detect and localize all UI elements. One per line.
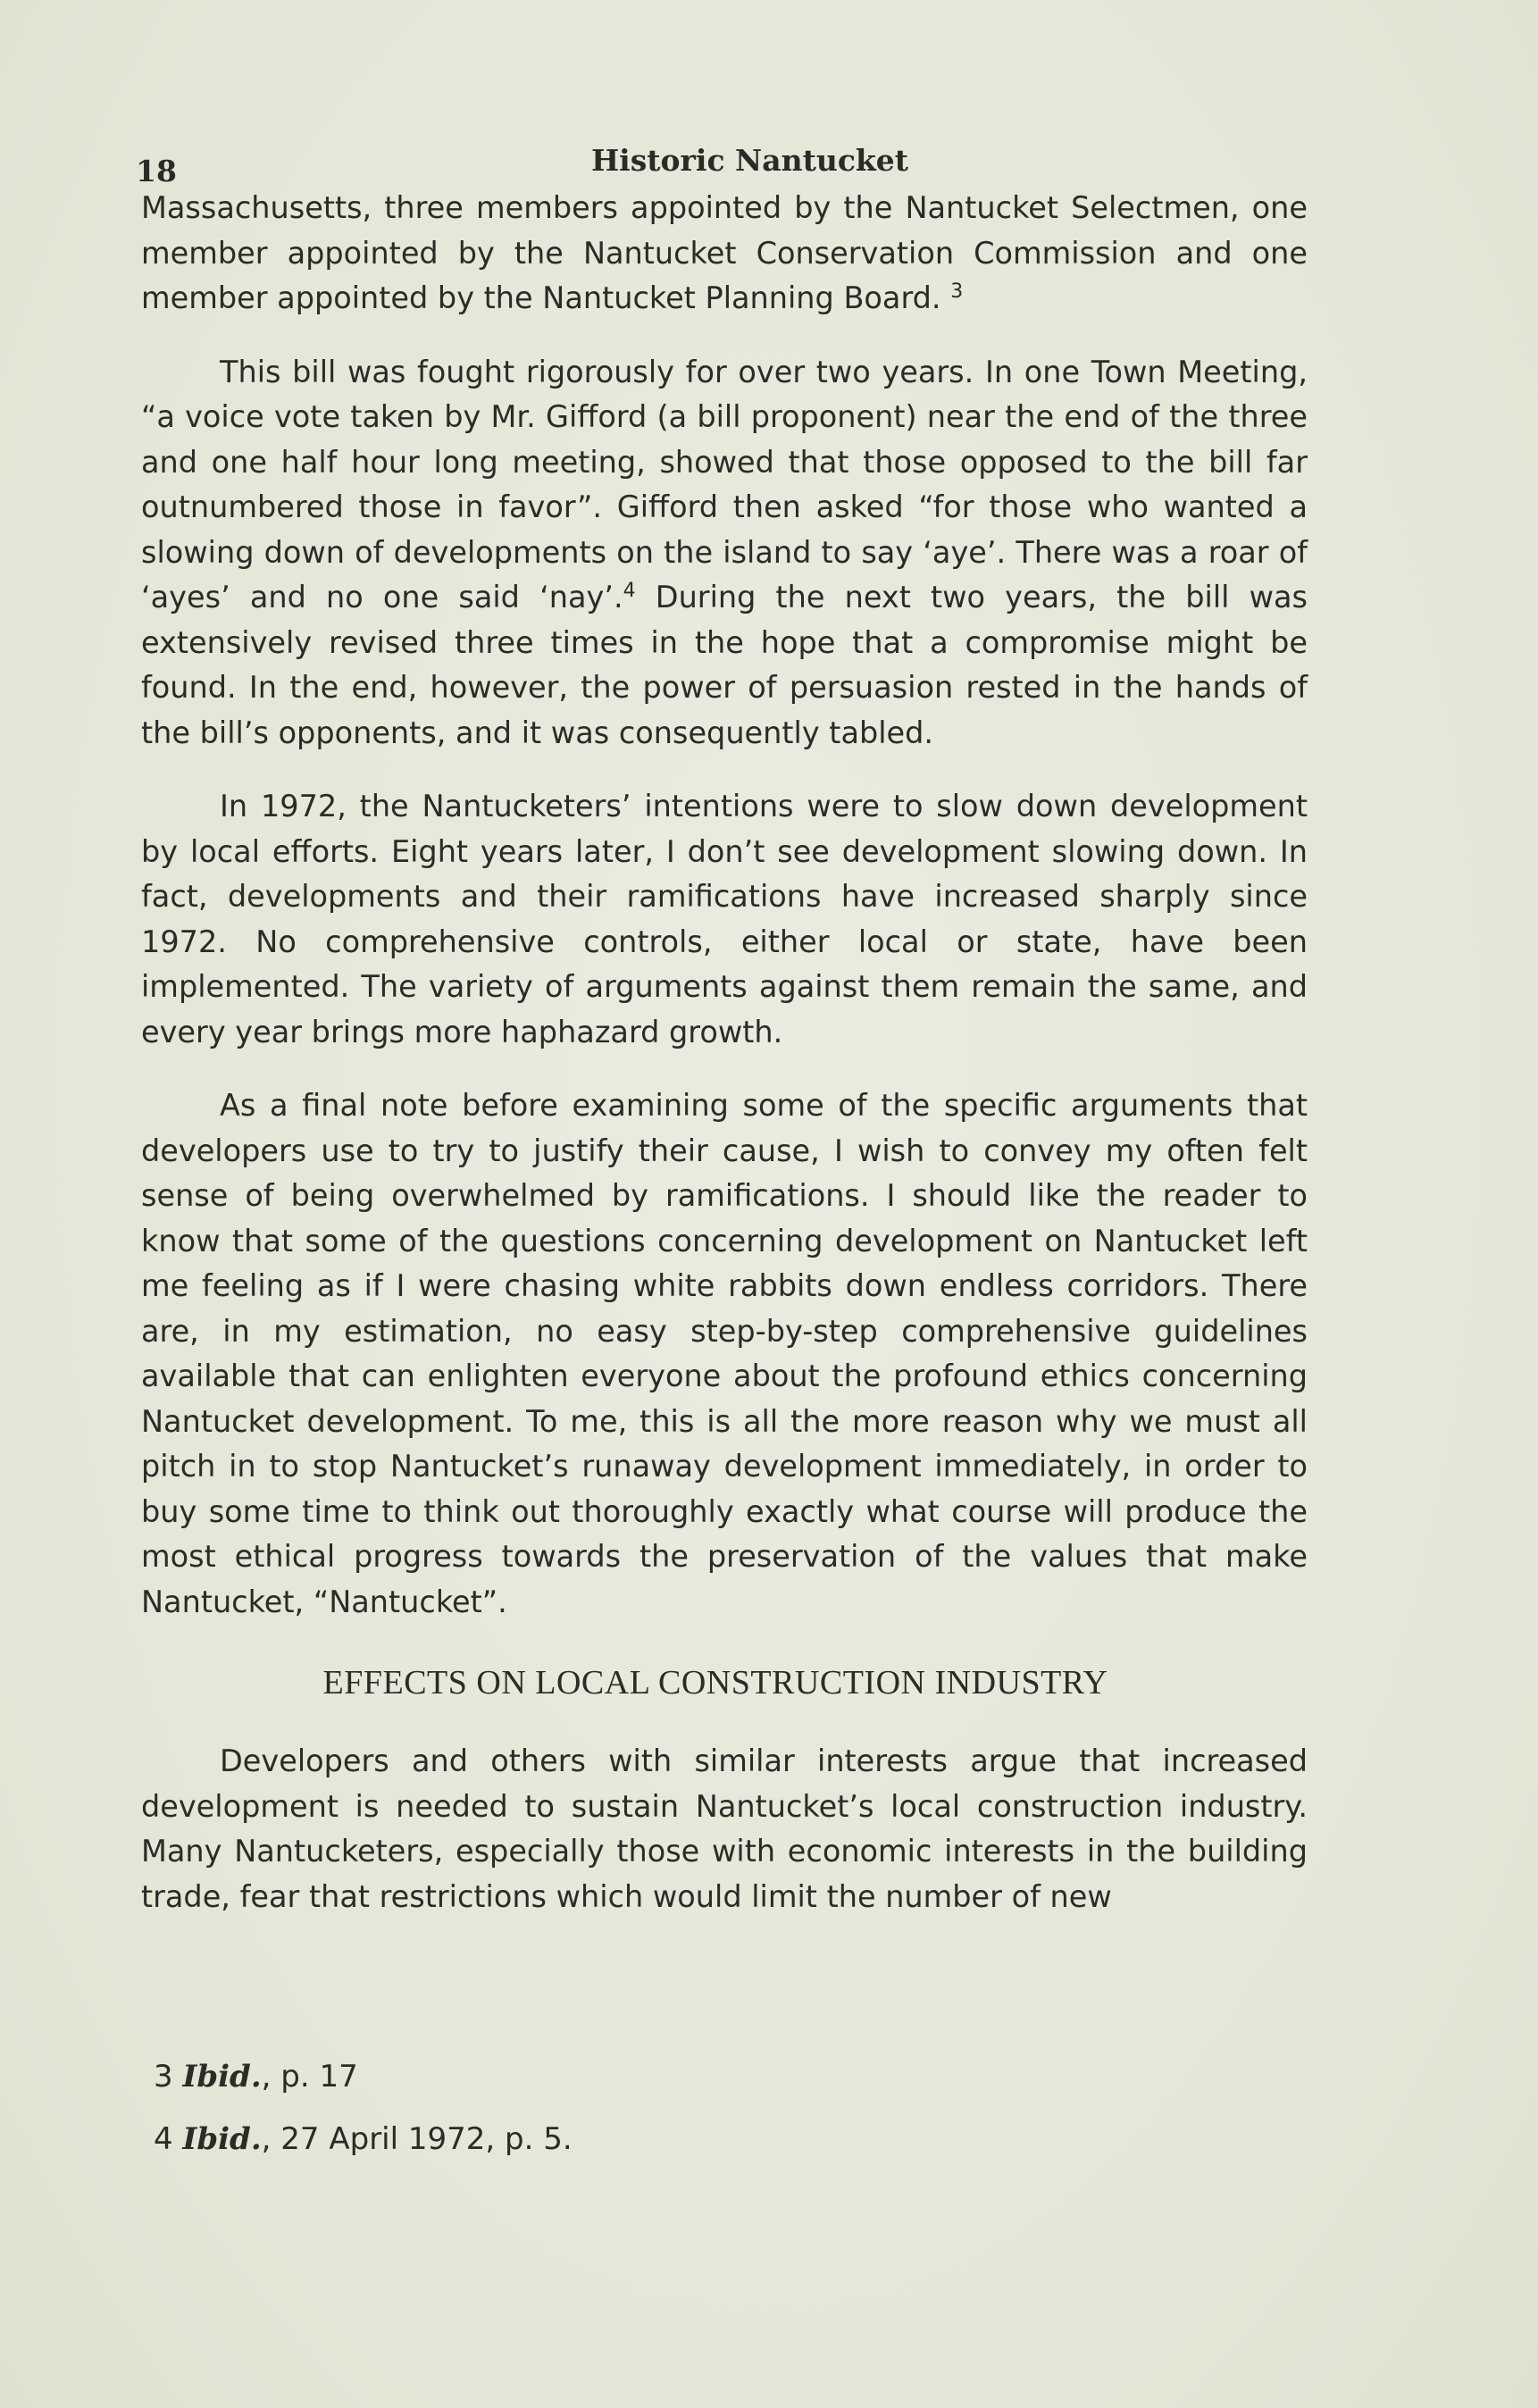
paragraph-1-text: Massachusetts, three members appointed by the Nantucket Selectmen, one member appointed by the Nantucket Conservation Commission and one member appointed by the Nantucket Planning Board.: [141, 190, 1308, 315]
footnote-citation: , p. 17: [261, 2059, 358, 2094]
footnote-number: 3: [154, 2059, 173, 2094]
footnote-3: [154, 2045, 957, 2108]
footnote-ibid: Ibid.: [182, 2059, 262, 2094]
body-text: [141, 186, 1308, 1919]
page-number: 18: [136, 154, 177, 188]
paragraph-2-text-a: This bill was fought rigorously for over two years. In one Town Meeting, “a voice vote taken by Mr. Gifford (a bill proponent) near the end of the three and one half hour long meeting, showed that those opposed to the bill far outnumbered those in favor”. Gifford then asked “for those who wanted a slowing down of developments on the island to say ‘aye’. There was a roar of ‘ayes’ and no one said ‘nay’.: [141, 354, 1308, 615]
footnote-number: 4: [154, 2121, 173, 2157]
footnote-ref-3: 3: [950, 280, 964, 303]
paragraph-4: As a final note before examining some of the specific arguments that developers use to try to justify their cause, I wish to convey my often felt sense of being overwhelmed by ramifications. I should like the reader to know that some of the questions concerning development on Nantucket left me feeling as if I were chasing white rabbits down endless corridors. There are, in my estimation, no easy step-by-step comprehensive guidelines available that can enlighten everyone about the profound ethics concerning Nantucket development. To me, this is all the more reason why we must all pitch in to stop Nantucket’s runaway development immediately, in order to buy some time to think out thoroughly exactly what course will produce the most ethical progress towards the preservation of the values that make Nantucket, “Nantucket”.: [141, 1088, 1308, 1619]
running-head: [136, 143, 1306, 188]
footnote-citation: , 27 April 1972, p. 5.: [261, 2121, 573, 2157]
paragraph-1: [141, 186, 1308, 322]
footnote-ibid: Ibid.: [182, 2121, 262, 2157]
paragraph-2: [141, 350, 1308, 757]
footnote-ref-4: 4: [623, 579, 636, 602]
paragraph-5: Developers and others with similar interests argue that increased development is needed to sustain Nantucket’s local construction industry. Many Nantucketers, especially those with economic interests in the building trade, fear that restrictions which would limit the number of new: [141, 1743, 1308, 1914]
running-title: Historic Nantucket: [591, 143, 909, 178]
paragraph-2-text-b: During the next two years, the bill was extensively revised three times in the hope that a compromise might be found. In the end, however, the power of persuasion rested in the hands of the bill’s opponents, and it was consequently tabled.: [141, 580, 1308, 750]
footnote-4: [154, 2108, 957, 2170]
section-heading: EFFECTS ON LOCAL CONSTRUCTION INDUSTRY: [322, 1664, 1108, 1701]
paragraph-3: In 1972, the Nantucketers’ intentions were to slow down development by local efforts. Eight years later, I don’t see development slowing down. In fact, developments and their ramifications have increased sharply since 1972. No comprehensive controls, either local or state, have been implemented. The variety of arguments against them remain the same, and every year brings more haphazard growth.: [141, 789, 1308, 1049]
footnotes: [154, 2045, 957, 2170]
